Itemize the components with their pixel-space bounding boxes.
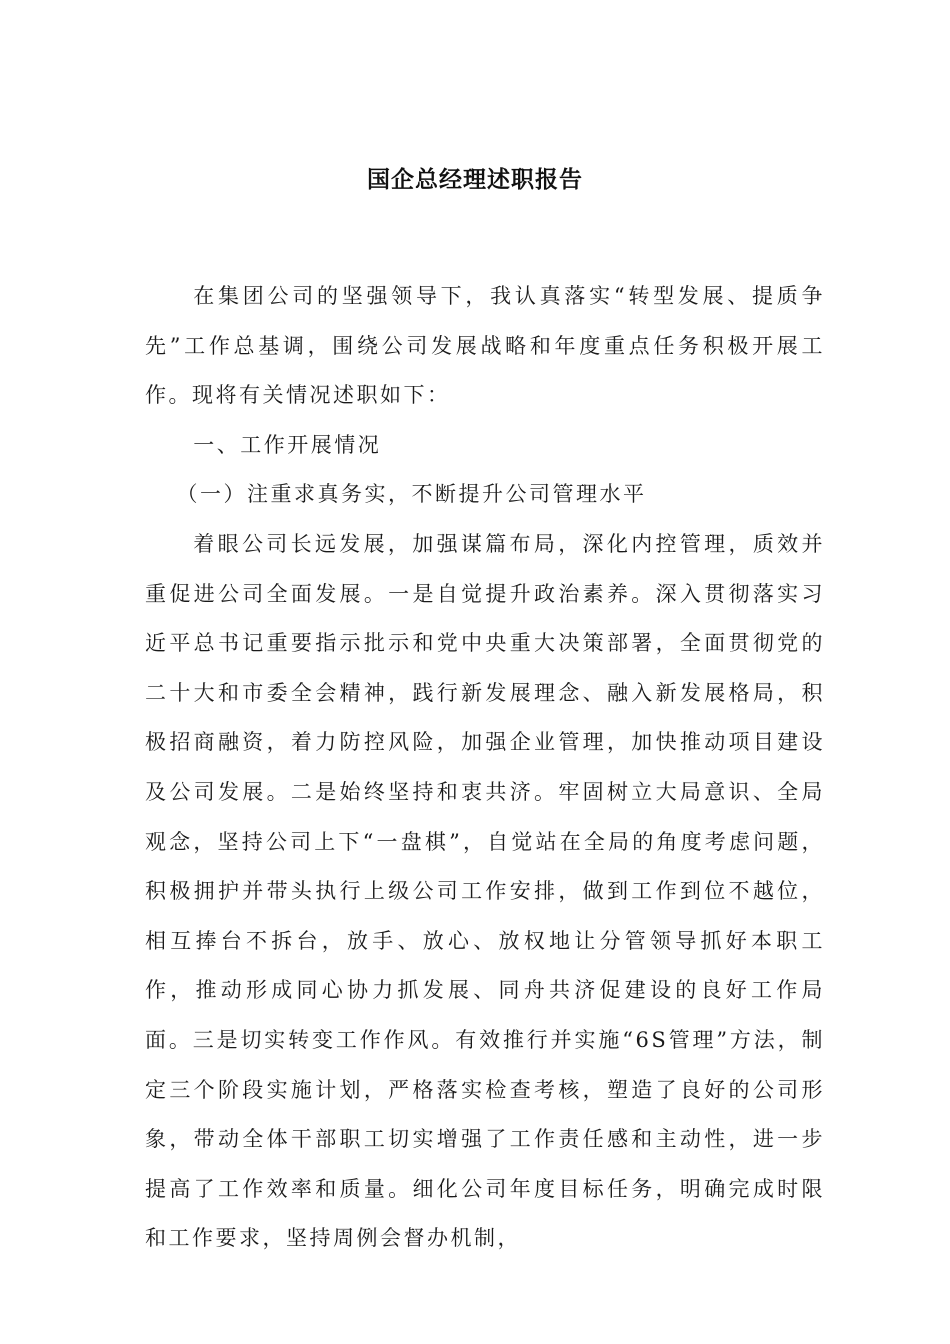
document-body	[145, 272, 825, 1264]
document-title: 国企总经理述职报告	[367, 166, 583, 193]
section-heading: 一、工作开展情况	[193, 432, 382, 457]
body-paragraph: 着眼公司长远发展，加强谋篇布局，深化内控管理，质效并重促进公司全面发展。一是自觉提升政治素养。深入贯彻落实习近平总书记重要指示批示和党中央重大决策部署，全面贯彻党的二十大和市委全会精神，践行新发展理念、融入新发展格局，积极招商融资，着力防控风险，加强企业管理，加快推动项目建设及公司发展。二是始终坚持和衷共济。牢固树立大局意识、全局观念，坚持公司上下“一盘棋”，自觉站在全局的角度考虑问题，积极拥护并带头执行上级公司工作安排，做到工作到位不越位，相互捧台不拆台，放手、放心、放权地让分管领导抓好本职工作，推动形成同心协力抓发展、同舟共济促建设的良好工作局面。三是切实转变工作作风。有效推行并实施“6S管理”方法，制定三个阶段实施计划，严格落实检查考核，塑造了良好的公司形象，带动全体干部职工切实增强了工作责任感和主动性，进一步提高了工作效率和质量。细化公司年度目标任务，明确完成时限和工作要求，坚持周例会督办机制，	[145, 531, 825, 1251]
subsection-heading: （一）注重求真务实，不断提升公司管理水平	[176, 482, 647, 507]
intro-paragraph: 在集团公司的坚强领导下，我认真落实“转型发展、提质争先”工作总基调，围绕公司发展战略和年度重点任务积极开展工作。现将有关情况述职如下：	[145, 284, 825, 408]
